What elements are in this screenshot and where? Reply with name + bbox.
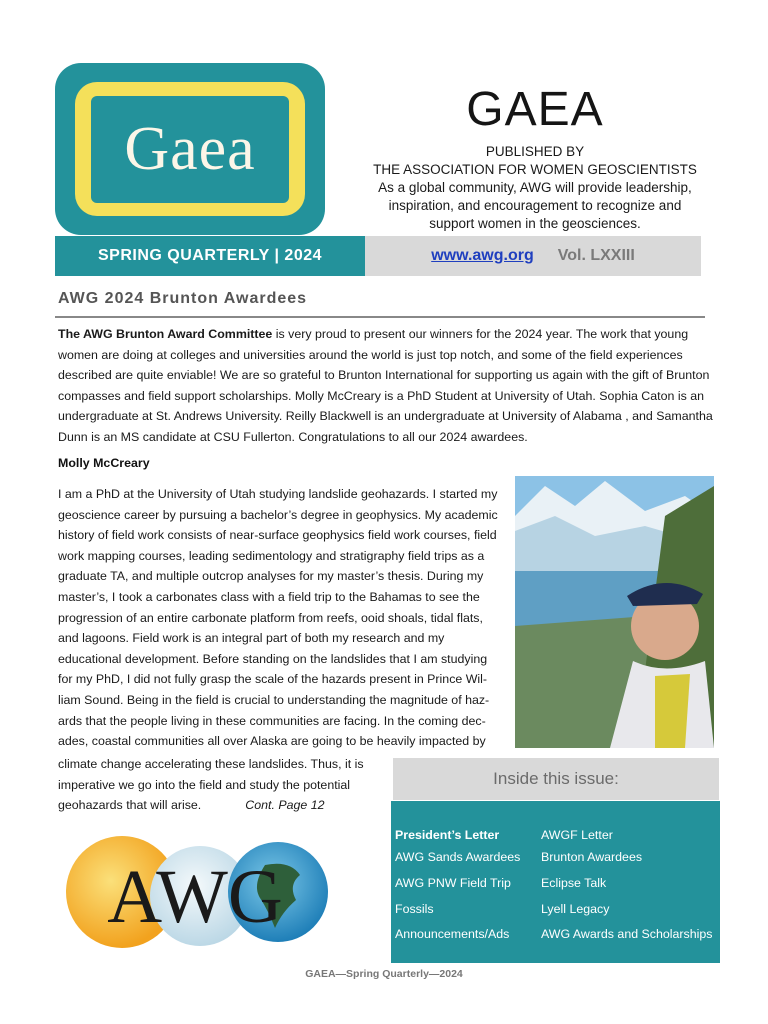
- mission-line: inspiration, and encouragement to recognize and: [388, 198, 682, 213]
- volume-label: Vol. LXXIII: [557, 247, 635, 264]
- published-by: PUBLISHED BY: [485, 144, 585, 159]
- article-line: ades, coastal communities all over Alaska are going to be heavily impacted by: [58, 734, 486, 749]
- toc-item[interactable]: Announcements/Ads: [395, 927, 510, 941]
- article-line: educational development. Before standing on the landslides that I am studying: [58, 651, 488, 666]
- article-line: [58, 795, 380, 816]
- article-last-line: geohazards that will arise.: [58, 798, 202, 813]
- issue-banner: SPRING QUARTERLY | 2024: [55, 236, 365, 276]
- toc-item[interactable]: Brunton Awardees: [541, 850, 643, 864]
- article-line: master’s, I took a carbonates class with a field trip to the Bahamas to see the: [58, 589, 480, 604]
- toc-item[interactable]: AWG Sands Awardees: [395, 850, 521, 864]
- article-line: graduate TA, and multiple outcrop analyses for my master’s thesis. During my: [58, 569, 484, 584]
- toc-item[interactable]: Lyell Legacy: [541, 902, 610, 916]
- toc-item[interactable]: Fossils: [395, 902, 434, 916]
- article-line: work mapping courses, leading sedimentology and stratigraphy field trips as a: [58, 548, 485, 563]
- gaea-logo-inner: [91, 96, 289, 203]
- organization-name: THE ASSOCIATION FOR WOMEN GEOSCIENTISTS: [373, 162, 697, 177]
- inside-issue-heading: Inside this issue:: [393, 758, 719, 800]
- awardee-photo: [515, 476, 714, 748]
- toc-item[interactable]: President’s Letter: [395, 828, 500, 842]
- masthead-title: GAEA: [466, 83, 604, 136]
- article-line: progression of an entire carbonate platform from reefs, ooid shoals, tidal flats,: [58, 610, 483, 625]
- toc-item[interactable]: AWGF Letter: [541, 828, 613, 842]
- awardee-heading: Molly McCreary: [58, 456, 150, 470]
- website-banner: [365, 236, 701, 276]
- photo-illustration: [515, 476, 714, 748]
- section-title: AWG 2024 Brunton Awardees: [58, 290, 308, 307]
- article-line: liam Sound. Being in the field is crucial to understanding the magnitude of haz-: [58, 692, 490, 707]
- gaea-logo-text: Gaea: [124, 115, 256, 183]
- article-line: and lagoons. Field work is an integral part of both my research and my: [58, 631, 445, 646]
- awg-logo: [60, 830, 330, 950]
- article-line: ards that the people living in these communities are facing. In the coming dec-: [58, 713, 486, 728]
- intro-lead: The AWG Brunton Award Committee: [58, 327, 273, 341]
- awardee-article: [58, 484, 510, 752]
- page-footer: GAEA—Spring Quarterly—2024: [305, 968, 463, 980]
- awg-logo-text: AWG: [107, 855, 283, 939]
- mission-line: support women in the geosciences.: [429, 216, 641, 231]
- continued-page-link[interactable]: Cont. Page 12: [245, 798, 325, 813]
- article-line: climate change accelerating these landslides. Thus, it is: [58, 757, 364, 771]
- article-line: history of field work consists of near-surface geophysics field work courses, field: [58, 528, 497, 543]
- toc-item[interactable]: AWG PNW Field Trip: [395, 876, 511, 890]
- awardee-article-continued: [58, 754, 380, 816]
- article-line: for my PhD, I did not fully grasp the scale of the hazards present in Prince Wil-: [58, 672, 488, 687]
- inside-issue-panel: [391, 801, 720, 963]
- toc-item[interactable]: Eclipse Talk: [541, 876, 607, 890]
- article-line: I am a PhD at the University of Utah studying landslide geohazards. I started my: [58, 487, 498, 501]
- toc-item[interactable]: AWG Awards and Scholarships: [541, 927, 713, 941]
- intro-paragraph: [58, 324, 713, 448]
- article-line: imperative we go into the field and study the potential: [58, 777, 351, 792]
- website-link[interactable]: www.awg.org: [431, 247, 534, 264]
- intro-text: is very proud to present our winners for the 2024 year. The work that young women are doing at colleges and universities around the world is just top notch, and some of the field experiences described are quite enviable! We are so grateful to Brunton International for supporting us again with the gift of Brunton compasses and field support scholarships. Molly McCreary is a PhD Student at University of Utah. Sophia Caton is an undergraduate at St. Andrews University. Reilly Blackwell is an undergraduate at University of Alabama , and Samantha Dunn is an MS candidate at CSU Fullerton. Congratulations to all our 2024 awardees.: [58, 327, 713, 444]
- mission-line: As a global community, AWG will provide leadership,: [378, 180, 692, 195]
- masthead-text: [370, 143, 700, 233]
- section-divider: [55, 316, 705, 318]
- article-line: geoscience career by pursuing a bachelor’s degree in geophysics. My academic: [58, 507, 498, 522]
